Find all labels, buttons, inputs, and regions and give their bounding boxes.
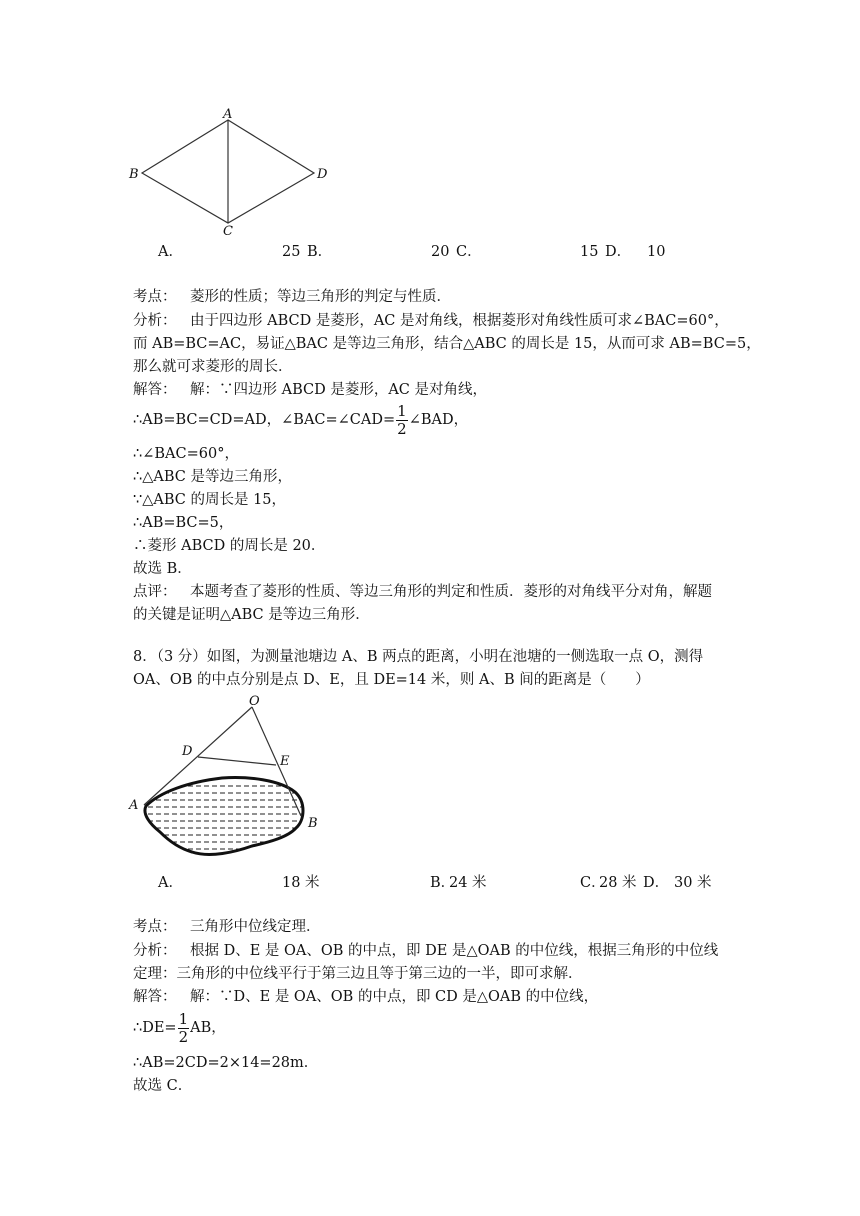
fraction-numerator: 1	[178, 1009, 189, 1028]
step-5-text: ∵△ABC 的周长是 15，	[133, 492, 287, 508]
q8-stem-line-1	[133, 650, 703, 665]
q7-option-b-value: 20	[431, 244, 450, 260]
fenxi-text-2: 定理：三角形的中位线平行于第三边且等于第三边的一半，即可求解．	[133, 966, 583, 982]
kaodian-label: 考点：	[133, 919, 177, 935]
pond-figure	[120, 692, 330, 864]
q8-fenxi-line-1	[133, 944, 718, 959]
q7-kaodian-line	[133, 290, 451, 305]
fraction-denominator: 2	[397, 419, 407, 438]
q7-option-c-letter: C．	[456, 244, 482, 260]
step-frac-post: ∠BAD，	[408, 411, 469, 428]
q8-option-c-letter: C．	[580, 875, 606, 891]
q8-option-a-letter: A．	[158, 875, 183, 891]
step-frac-pre: ∴AB=BC=CD=AD，∠BAC=∠CAD=	[133, 411, 396, 428]
q8-stem-text-2: OA、OB 的中点分别是点 D、E，且 DE=14 米，则 A、B 间的距离是（ ）	[133, 672, 650, 688]
fenxi-text-1: 根据 D、E 是 OA、OB 的中点，即 DE 是△OAB 的中位线，根据三角形的中位线	[190, 943, 719, 959]
q8-option-c-value: 28 米	[599, 875, 637, 891]
q8-option-b-value: 24 米	[449, 875, 487, 891]
step-6-text: ∴AB=BC=5，	[133, 515, 234, 531]
q7-step-7	[133, 539, 325, 554]
vertex-label-d: D	[317, 167, 328, 182]
vertex-label-c: C	[223, 224, 233, 239]
q7-option-a-letter: A．	[158, 244, 183, 260]
q8-option-a-value: 18 米	[282, 875, 320, 891]
q7-choose	[133, 562, 192, 577]
dianping-text-1: 本题考查了菱形的性质、等边三角形的判定和性质．菱形的对角线平分对角，解题	[190, 584, 712, 600]
q7-dianping-line-2	[133, 608, 370, 623]
q8-stem-text-1: 8．（3 分）如图，为测量池塘边 A、B 两点的距离，小明在池塘的一侧选取一点 O，测得	[133, 649, 704, 665]
kaodian-label: 考点：	[133, 289, 177, 305]
step-frac-pre: ∴DE=	[133, 1019, 177, 1036]
point-label-d: D	[182, 744, 193, 759]
q8-kaodian-line	[133, 920, 321, 935]
q7-step-3	[133, 447, 239, 462]
vertex-label-b: B	[129, 167, 139, 182]
fenxi-text-1: 由于四边形 ABCD 是菱形，AC 是对角线，根据菱形对角线性质可求∠BAC=60°，	[190, 313, 729, 329]
q7-step-6	[133, 516, 233, 531]
q8-step-3	[133, 1056, 318, 1071]
jieda-text: 解：∵D、E 是 OA、OB 的中点，即 CD 是△OAB 的中位线，	[190, 989, 599, 1005]
choose-text: 故选 C．	[133, 1078, 193, 1094]
pond-outline	[145, 778, 303, 855]
fenxi-text-3: 那么就可求菱形的周长．	[133, 359, 293, 375]
point-label-b: B	[308, 816, 318, 831]
q8-jieda-line	[133, 990, 598, 1005]
point-label-a: A	[129, 798, 139, 813]
kaodian-text: 菱形的性质；等边三角形的判定与性质．	[190, 289, 451, 305]
q7-dianping-line-1	[133, 585, 712, 600]
pond-water-hatch	[140, 786, 310, 849]
fraction-one-half	[178, 1009, 190, 1046]
segment-de	[198, 757, 276, 765]
q7-option-d-letter: D．	[605, 244, 632, 260]
point-label-e: E	[280, 754, 290, 769]
vertex-label-a: A	[223, 107, 233, 122]
q7-step-5	[133, 493, 286, 508]
q8-fenxi-line-2	[133, 967, 583, 982]
q7-fenxi-line-1	[133, 314, 729, 329]
q7-fenxi-line-3	[133, 360, 293, 375]
step-4-text: ∴△ABC 是等边三角形，	[133, 469, 292, 485]
dianping-text-2: 的关键是证明△ABC 是等边三角形．	[133, 607, 370, 623]
q8-choose	[133, 1079, 192, 1094]
jieda-label: 解答：	[133, 989, 177, 1005]
fraction-numerator: 1	[397, 401, 407, 420]
fenxi-label: 分析：	[133, 313, 177, 329]
q7-fenxi-line-2	[133, 337, 761, 352]
q8-option-d-value: 30 米	[674, 875, 712, 891]
kaodian-text: 三角形中位线定理．	[190, 919, 321, 935]
q7-option-d-value: 10	[647, 244, 666, 260]
fraction-one-half	[396, 401, 408, 438]
q7-option-c-value: 15	[580, 244, 599, 260]
q7-step-4	[133, 470, 292, 485]
dianping-label: 点评：	[133, 584, 177, 600]
q7-option-a-value: 25	[282, 244, 301, 260]
fenxi-text-2: 而 AB=BC=AC，易证△BAC 是等边三角形，结合△ABC 的周长是 15，从而可求 AB=BC=5，	[133, 336, 761, 352]
fraction-denominator: 2	[178, 1027, 189, 1046]
jieda-text: 解：∵四边形 ABCD 是菱形，AC 是对角线，	[190, 382, 488, 398]
q8-option-b-letter: B．	[430, 875, 456, 891]
choose-text: 故选 B．	[133, 561, 192, 577]
segment-oa	[144, 707, 252, 805]
step-3-text: ∴∠BAC=60°，	[133, 446, 239, 462]
q8-step-frac	[133, 1010, 226, 1046]
jieda-label: 解答：	[133, 382, 177, 398]
q8-option-d-letter: D．	[643, 875, 670, 891]
fenxi-label: 分析：	[133, 943, 177, 959]
q7-option-b-letter: B．	[307, 244, 333, 260]
rhombus-figure	[120, 105, 340, 240]
q7-step-frac	[133, 402, 468, 438]
step-3-text: ∴AB=2CD=2×14=28m．	[133, 1055, 319, 1071]
point-label-o: O	[249, 694, 260, 709]
q8-stem-line-2	[133, 673, 650, 688]
q7-jieda-line	[133, 383, 487, 398]
step-7-text: ∴菱形 ABCD 的周长是 20．	[133, 538, 326, 554]
step-frac-post: AB，	[190, 1019, 226, 1036]
